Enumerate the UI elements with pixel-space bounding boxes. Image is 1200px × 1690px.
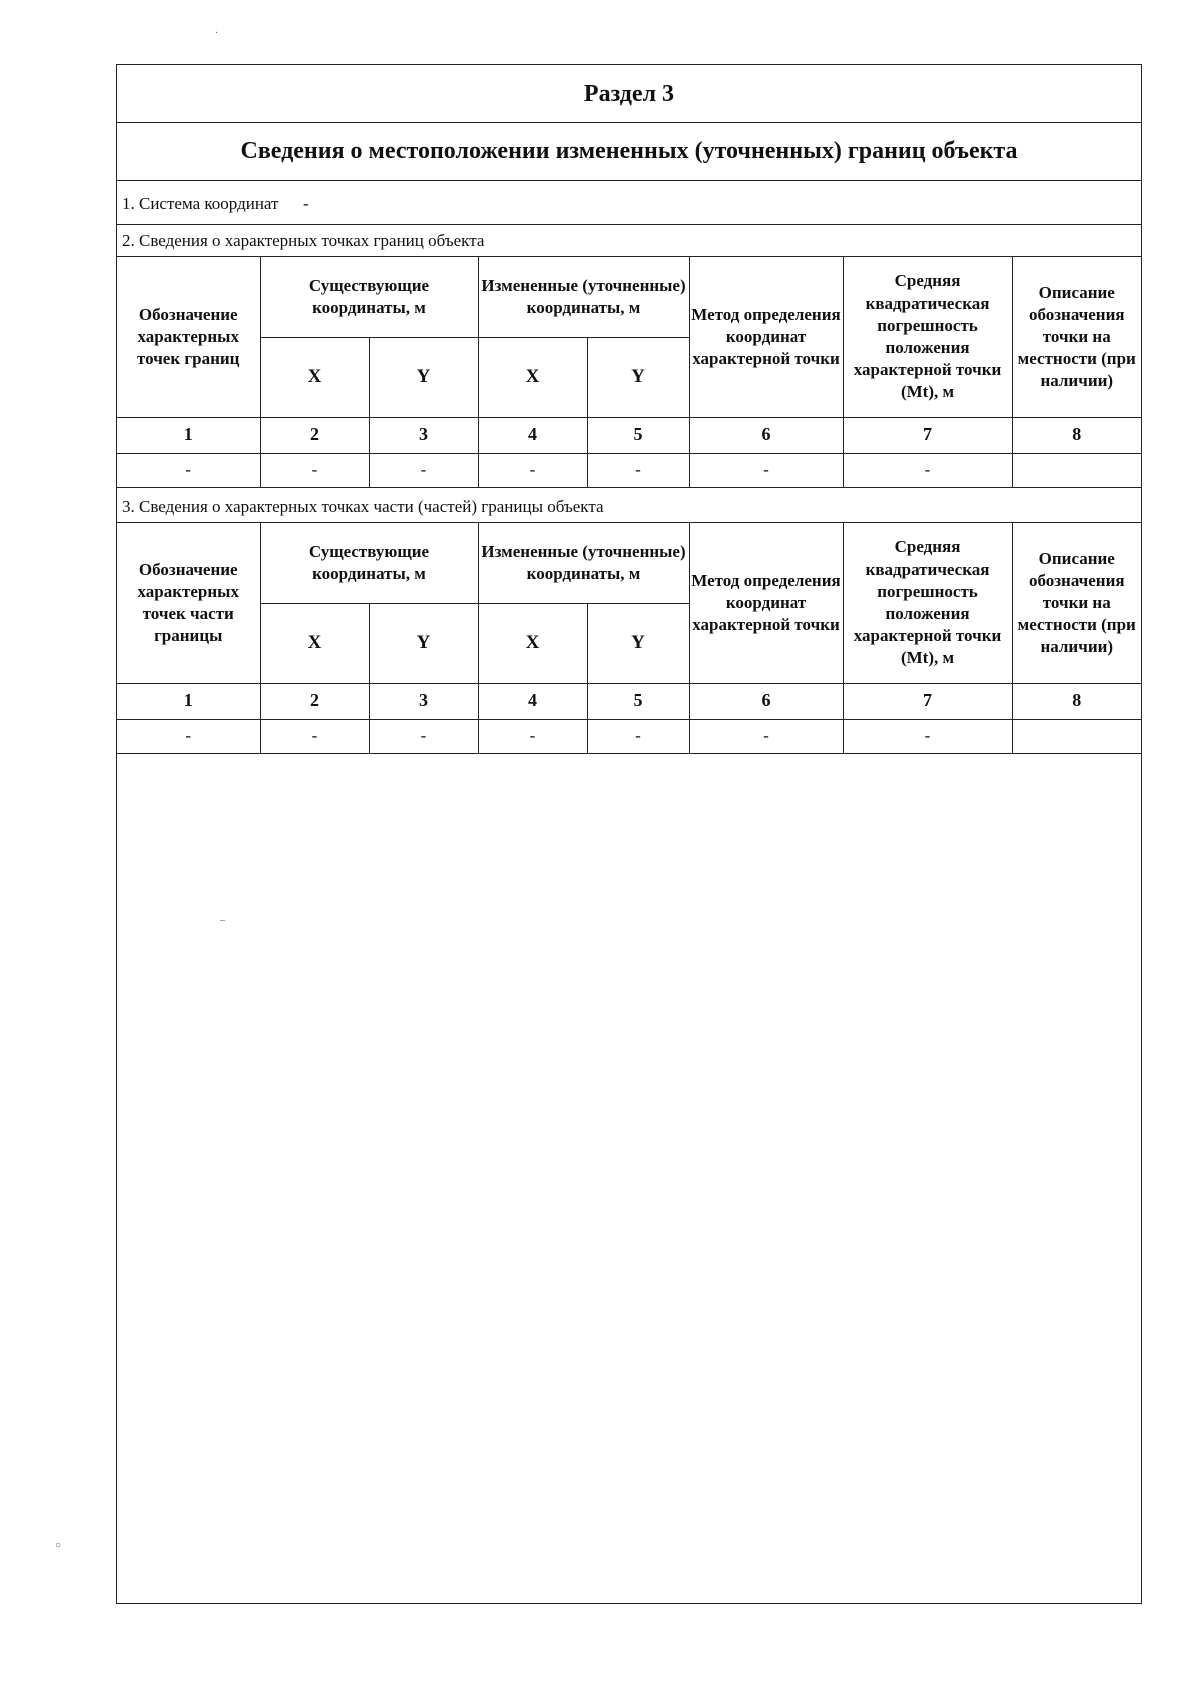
header-changed-y: Y [587, 603, 689, 683]
header-changed-coords: Измененные (уточненные) координаты, м [478, 257, 689, 337]
table-cell: - [260, 453, 369, 487]
header-existing-y: Y [369, 603, 478, 683]
section-2-title: 2. Сведения о характерных точках границ объекта [117, 225, 1141, 257]
section-title: Раздел 3 [117, 65, 1141, 123]
header-existing-coords: Существующие координаты, м [260, 523, 478, 603]
table-cell: - [260, 719, 369, 753]
main-title: Сведения о местоположении измененных (уточненных) границ объекта [117, 123, 1141, 181]
coordinate-system-value: - [302, 194, 309, 213]
col-number: 4 [478, 683, 587, 719]
col-number: 7 [843, 683, 1012, 719]
scan-speck: – [220, 915, 225, 926]
col-number: 8 [1012, 683, 1141, 719]
header-changed-x: X [478, 337, 587, 417]
header-existing-coords: Существующие координаты, м [260, 257, 478, 337]
form-frame [116, 64, 1142, 1604]
table-cell: - [117, 719, 260, 753]
table-cell: - [689, 719, 843, 753]
col-number: 5 [587, 683, 689, 719]
table-cell: - [587, 719, 689, 753]
header-changed-x: X [478, 603, 587, 683]
header-existing-x: X [260, 603, 369, 683]
col-number: 3 [369, 683, 478, 719]
table-cell: - [689, 453, 843, 487]
table-cell: - [843, 719, 1012, 753]
header-point-designation: Обозначение характерных точек части границы [117, 523, 260, 683]
header-description: Описание обозначения точки на местности (при наличии) [1012, 523, 1141, 683]
col-number: 2 [260, 683, 369, 719]
header-method: Метод определения координат характерной точки [689, 257, 843, 417]
scan-speck: · [215, 28, 219, 39]
section-3-title: 3. Сведения о характерных точках части (частей) границы объекта [117, 491, 1141, 523]
header-description: Описание обозначения точки на местности (при наличии) [1012, 257, 1141, 417]
header-method: Метод определения координат характерной точки [689, 523, 843, 683]
table-cell: - [478, 719, 587, 753]
col-number: 8 [1012, 417, 1141, 453]
scan-speck: ○ [55, 1540, 62, 1551]
col-number: 2 [260, 417, 369, 453]
col-number: 7 [843, 417, 1012, 453]
table-cell [1012, 719, 1141, 753]
table-cell [1012, 453, 1141, 487]
header-changed-coords: Измененные (уточненные) координаты, м [478, 523, 689, 603]
col-number: 3 [369, 417, 478, 453]
header-mean-error: Средняя квадратическая погрешность положения характерной точки (Mt), м [843, 523, 1012, 683]
table-cell: - [587, 453, 689, 487]
table-cell: - [117, 453, 260, 487]
col-number: 6 [689, 683, 843, 719]
header-point-designation: Обозначение характерных точек границ [117, 257, 260, 417]
part-boundary-points-table [117, 523, 1141, 754]
header-mean-error: Средняя квадратическая погрешность положения характерной точки (Mt), м [843, 257, 1012, 417]
col-number: 1 [117, 683, 260, 719]
header-existing-y: Y [369, 337, 478, 417]
col-number: 6 [689, 417, 843, 453]
col-number: 1 [117, 417, 260, 453]
coordinate-system-label: 1. Система координат [122, 194, 279, 213]
col-number: 4 [478, 417, 587, 453]
boundary-points-table [117, 257, 1141, 488]
col-number: 5 [587, 417, 689, 453]
table-cell: - [843, 453, 1012, 487]
table-cell: - [369, 719, 478, 753]
header-changed-y: Y [587, 337, 689, 417]
header-existing-x: X [260, 337, 369, 417]
table-cell: - [478, 453, 587, 487]
table-cell: - [369, 453, 478, 487]
coordinate-system-row [117, 181, 1141, 225]
